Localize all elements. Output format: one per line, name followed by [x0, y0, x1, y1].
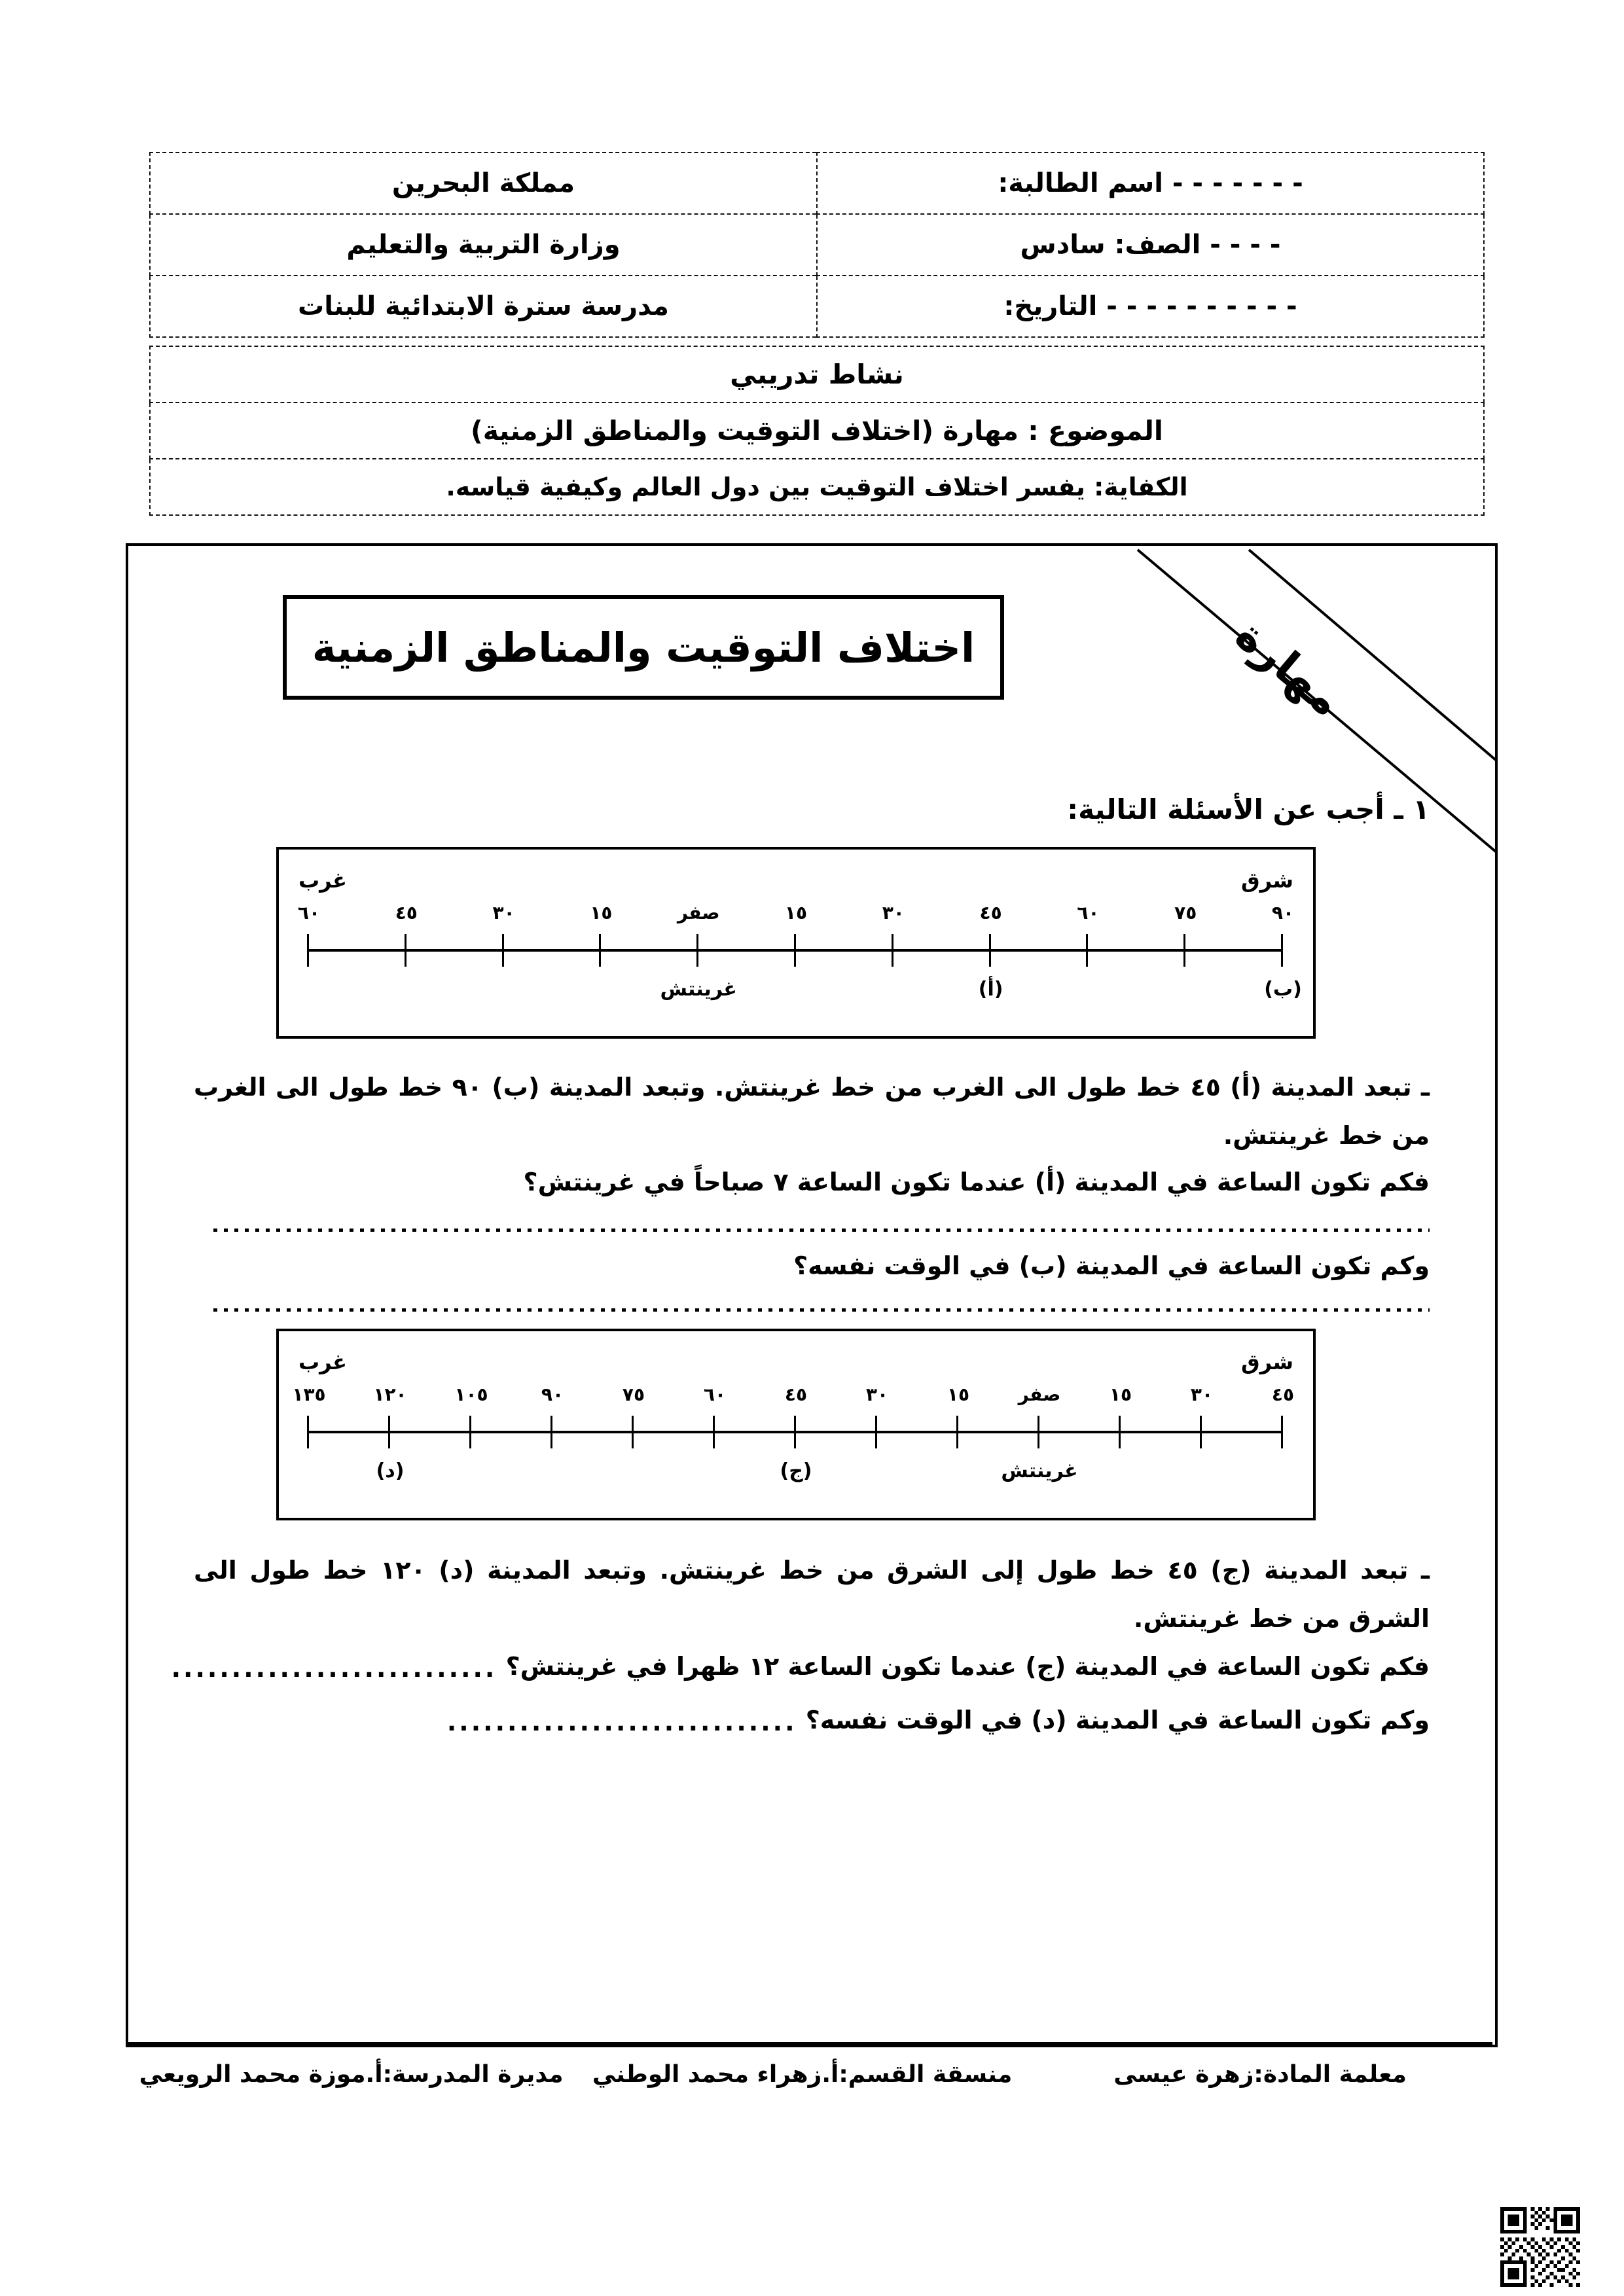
topic-text: الموضوع : مهارة (اختلاف التوقيت والمناطق الزمنية)	[150, 403, 1484, 459]
tick-label: ١٥	[784, 902, 808, 924]
grade-label: الصف: سادس	[1020, 230, 1201, 260]
table-row	[150, 403, 1484, 459]
tick-mark	[307, 934, 309, 967]
worksheet-title-box	[283, 595, 1004, 700]
table-row	[150, 214, 1484, 276]
tick-mark	[502, 934, 504, 967]
city-marker-label: (ج)	[780, 1460, 812, 1482]
student-name-label: اسم الطالبة:	[998, 168, 1163, 198]
activity-title: نشاط تدريبي	[150, 346, 1484, 403]
student-name-dots: - - - - - - -	[1172, 168, 1303, 198]
tick-label: ٤٥	[784, 1384, 808, 1405]
part1-question-2: وكم تكون الساعة في المدينة (ب) في الوقت نفسه؟	[793, 1251, 1430, 1280]
part1-question-1: فكم تكون الساعة في المدينة (أ) عندما تكون الساعة ٧ صباحاً في غرينتش؟	[523, 1168, 1430, 1196]
tick-label: ١٢٠	[373, 1384, 407, 1405]
tick-label: ٩٠	[541, 1384, 564, 1405]
footer-principal: مديرة المدرسة:أ.موزة محمد الرويعي	[139, 2060, 564, 2088]
numberline-1-axis	[297, 902, 1302, 1001]
numberline-1-east-label: شرق	[1241, 868, 1293, 893]
tick-label: ٣٠	[1190, 1384, 1214, 1405]
worksheet-content-box	[126, 543, 1498, 2047]
tick-label: ٧٥	[1174, 902, 1197, 924]
part2-question-1-row	[171, 1652, 1430, 1683]
tick-label: ٤٥	[1271, 1384, 1295, 1405]
tick-mark	[989, 934, 991, 967]
tick-mark	[1281, 934, 1283, 967]
tick-mark	[1200, 1416, 1202, 1448]
tick-mark	[550, 1416, 552, 1448]
numberline-1-frame	[276, 847, 1316, 1039]
page-title: اختلاف التوقيت والمناطق الزمنية	[312, 623, 975, 672]
ribbon-label: مهارة	[1226, 609, 1352, 726]
date-dots: - - - - - - - - - -	[1106, 291, 1297, 321]
tick-mark	[388, 1416, 390, 1448]
qr-code	[1500, 2207, 1580, 2287]
header-info-table	[149, 152, 1485, 338]
tick-mark	[599, 934, 601, 967]
part2-question-2: وكم تكون الساعة في المدينة (د) في الوقت نفسه؟	[805, 1706, 1430, 1734]
part2-question-2-row	[447, 1706, 1430, 1736]
tick-label: ١٣٥	[292, 1384, 326, 1405]
grade-cell	[817, 214, 1484, 276]
subject-info-table	[149, 346, 1485, 516]
student-name-cell	[817, 152, 1484, 214]
tick-mark	[875, 1416, 877, 1448]
tick-mark	[632, 1416, 634, 1448]
questions-heading: ١ ـ أجب عن الأسئلة التالية:	[1067, 793, 1430, 825]
city-marker-label: (ب)	[1264, 978, 1302, 1001]
tick-mark	[1086, 934, 1088, 967]
tick-mark	[1183, 934, 1185, 967]
footer-teacher: معلمة المادة:زهرة عيسى	[1113, 2060, 1407, 2088]
tick-label: ٣٠	[865, 1384, 889, 1405]
date-cell	[817, 276, 1484, 337]
city-marker-label: غرينتش	[1001, 1460, 1078, 1482]
tick-mark	[1038, 1416, 1039, 1448]
tick-label: صفر	[677, 902, 720, 924]
tick-label: ٣٠	[492, 902, 515, 924]
tick-mark	[794, 1416, 796, 1448]
tick-mark	[405, 934, 406, 967]
part2-answer-dots-2[interactable]: .............................	[446, 1707, 797, 1736]
part1-statement: ـ تبعد المدينة (أ) ٤٥ خط طول الى الغرب من خط غرينتش. وتبعد المدينة (ب) ٩٠ خط طول الى الغرب من خط غرينتش.	[194, 1073, 1430, 1151]
table-row	[150, 459, 1484, 515]
numberline-2-axis	[292, 1384, 1295, 1482]
footer-signatures	[126, 2042, 1492, 2104]
tick-mark	[696, 934, 698, 967]
tick-label: ٣٠	[882, 902, 905, 924]
numberline-2-east-label: شرق	[1241, 1350, 1293, 1374]
tick-label: ٤٥	[395, 902, 418, 924]
numberline-1-west-label: غرب	[298, 868, 347, 893]
tick-label: ١٥	[590, 902, 613, 924]
tick-label: ١٥	[1109, 1384, 1132, 1405]
tick-label: ٧٥	[622, 1384, 645, 1405]
part2-statement: ـ تبعد المدينة (ج) ٤٥ خط طول إلى الشرق من خط غرينتش. وتبعد المدينة (د) ١٢٠ خط طول الى الشرق من خط غرينتش.	[194, 1556, 1430, 1634]
numberline-2-west-label: غرب	[298, 1350, 347, 1374]
tick-mark	[307, 1416, 309, 1448]
footer-coordinator: منسقة القسم:أ.زهراء محمد الوطني	[592, 2060, 1013, 2088]
table-row	[150, 346, 1484, 403]
tick-label: ٦٠	[1077, 902, 1100, 924]
tick-mark	[794, 934, 796, 967]
tick-label: ٩٠	[1271, 902, 1295, 924]
tick-label: ٦٠	[297, 902, 321, 924]
grade-dots: - - - -	[1210, 230, 1281, 260]
tick-label: ٤٥	[979, 902, 1002, 924]
competency-text: الكفاية: يفسر اختلاف التوقيت بين دول العالم وكيفية قياسه.	[150, 459, 1484, 515]
table-row	[150, 276, 1484, 337]
numberline-2-frame	[276, 1329, 1316, 1520]
part1-answer-line-1[interactable]	[213, 1227, 1430, 1233]
ministry-cell: وزارة التربية والتعليم	[150, 214, 817, 276]
tick-label: ١٥	[947, 1384, 970, 1405]
tick-mark	[469, 1416, 471, 1448]
city-marker-label: (د)	[376, 1460, 405, 1482]
tick-label: ٦٠	[703, 1384, 727, 1405]
tick-mark	[956, 1416, 958, 1448]
tick-label: ١٠٥	[454, 1384, 488, 1405]
part2-answer-dots-1[interactable]: ...........................	[171, 1653, 497, 1683]
part1-answer-line-2[interactable]	[213, 1306, 1430, 1313]
city-marker-label: (أ)	[978, 978, 1003, 1001]
tick-mark	[713, 1416, 715, 1448]
city-marker-label: غرينتش	[660, 978, 737, 1001]
table-row	[150, 152, 1484, 214]
tick-label: صفر	[1018, 1384, 1061, 1405]
part2-question-1: فكم تكون الساعة في المدينة (ج) عندما تكون الساعة ١٢ ظهرا في غرينتش؟	[505, 1652, 1430, 1681]
tick-mark	[892, 934, 893, 967]
school-cell: مدرسة سترة الابتدائية للبنات	[150, 276, 817, 337]
tick-mark	[1119, 1416, 1121, 1448]
qr-code-icon	[1500, 2207, 1580, 2287]
date-label: التاريخ:	[1003, 291, 1098, 321]
tick-mark	[1281, 1416, 1283, 1448]
country-cell: مملكة البحرين	[150, 152, 817, 214]
